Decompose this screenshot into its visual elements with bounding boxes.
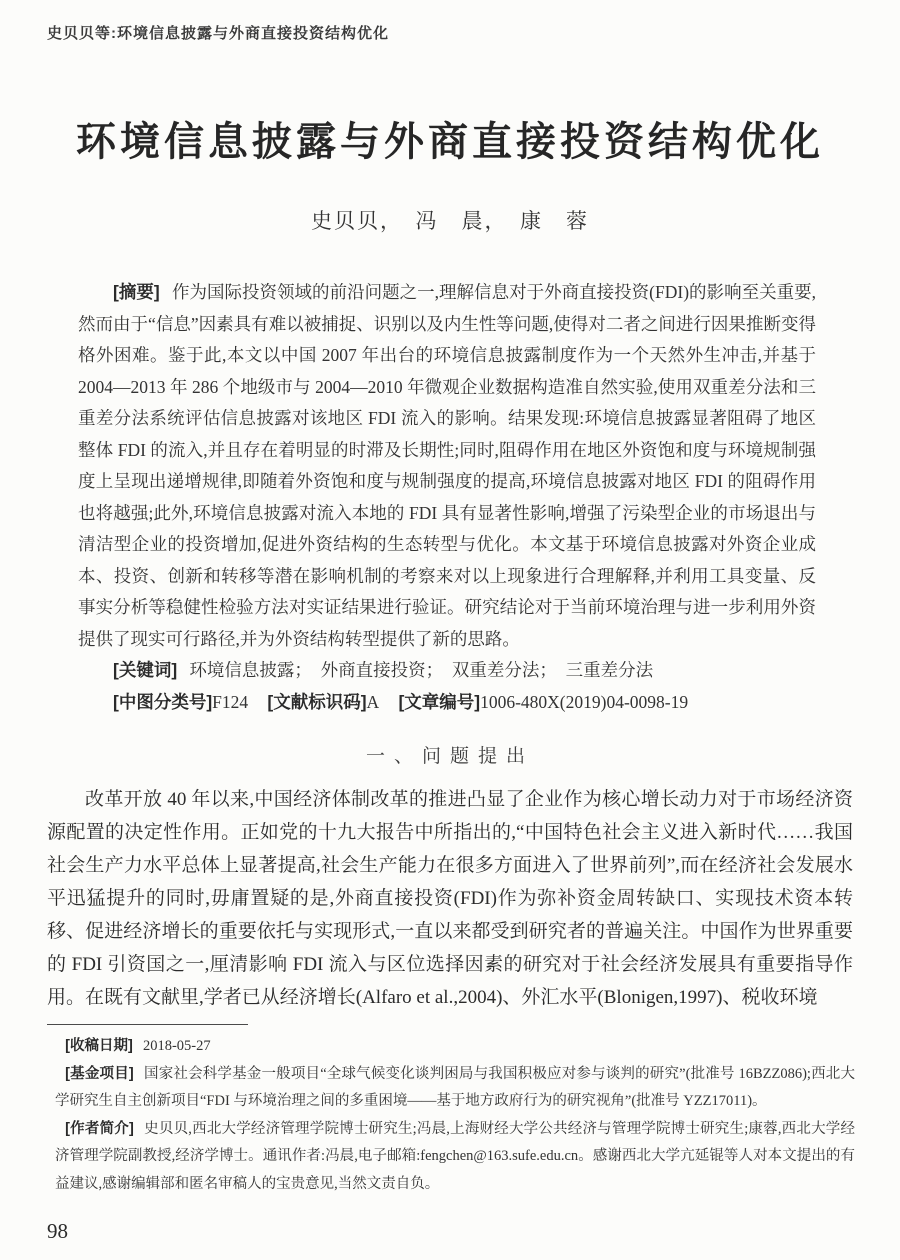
article-title: 环境信息披露与外商直接投资结构优化 (76, 119, 824, 164)
received-date-note (55, 1033, 855, 1061)
footnotes-block (55, 1033, 855, 1198)
funding-label: [基金项目] (65, 1065, 134, 1082)
clc-value: F124 (212, 691, 249, 712)
author-bio-text: 史贝贝,西北大学经济管理学院博士研究生;冯晨,上海财经大学公共经济与管理学院博士研究生;康蓉,西北大学经济管理学院副教授,经济学博士。通讯作者:冯晨,电子邮箱:fengchen@163.sufe.edu.cn。感谢西北大学亢延锟等人对本文提出的有益建议,感谢编辑部和匿名审稿人的宝贵意见,当然文责自负。 (55, 1120, 855, 1192)
doc-code-value: A (366, 691, 380, 712)
authors-line: 史贝贝， 冯 晨， 康 蓉 (311, 209, 589, 233)
abstract-text: 作为国际投资领域的前沿问题之一,理解信息对于外商直接投资(FDI)的影响至关重要,然而由于“信息”因素具有难以被捕捉、识别以及内生性等问题,使得对二者之间进行因果推断变得格外困难。鉴于此,本文以中国 2007 年出台的环境信息披露制度作为一个天然外生冲击,并基于 2004—2013 年 286 个地级市与 2004—2010 年微观企业数据构造准自然实验,使用双重差分法和三重差分法系统评估信息披露对该地区 FDI 流入的影响。结果发现:环境信息披露显著阻碍了地区整体 FDI 的流入,并且存在着明显的时滞及长期性;同时,阻碍作用在地区外资饱和度与环境规制强度上呈现出递增规律,即随着外资饱和度与规制强度的提高,环境信息披露对地区 FDI 的阻碍作用也将越强;此外,环境信息披露对流入本地的 FDI 具有显著性影响,增强了污染型企业的市场退出与清洁型企业的投资增加,促进外资结构的生态转型与优化。本文基于环境信息披露对外资企业成本、投资、创新和转移等潜在影响机制的考察来对以上现象进行合理解释,并利用工具变量、反事实分析等稳健性检验方法对实证结果进行验证。研究结论对于当前环境治理与进一步利用外资提供了现实可行路径,并为外资结构转型提供了新的思路。 (78, 282, 817, 649)
page-number: 98 (47, 1219, 68, 1243)
abstract-block (78, 277, 816, 718)
funding-text: 国家社会科学基金一般项目“全球气候变化谈判困局与我国积极应对参与谈判的研究”(批准号 16BZZ086);西北大学研究生自主创新项目“FDI 与环境治理之间的多重困境——基于地方政府行为的研究视角”(批准号 YZZ17011)。 (55, 1065, 855, 1109)
received-date-value: 2018-05-27 (142, 1038, 211, 1054)
author-bio-label: [作者简介] (65, 1120, 134, 1137)
article-id-label: [文章编号] (398, 691, 481, 712)
author-bio-note (55, 1116, 855, 1199)
footnote-divider (47, 1024, 248, 1025)
keywords-line (78, 655, 816, 687)
abstract-paragraph (78, 277, 816, 655)
body-paragraph: 改革开放 40 年以来,中国经济体制改革的推进凸显了企业作为核心增长动力对于市场经济资源配置的决定性作用。正如党的十九大报告中所指出的,“中国特色社会主义进入新时代……我国社会生产力水平总体上显著提高,社会生产能力在很多方面进入了世界前列”,而在经济社会发展水平迅猛提升的同时,毋庸置疑的是,外商直接投资(FDI)作为弥补资金周转缺口、实现技术资本转移、促进经济增长的重要依托与实现形式,一直以来都受到研究者的普遍关注。中国作为世界重要的 FDI 引资国之一,厘清影响 FDI 流入与区位选择因素的研究对于社会经济发展具有重要指导作用。在既有文献里,学者已从经济增长(Alfaro et al.,2004)、外汇水平(Blonigen,1997)、税收环境 (47, 789, 853, 1008)
clc-label: [中图分类号] (113, 691, 213, 712)
classification-line (78, 687, 816, 719)
article-id-value: 1006-480X(2019)04-0098-19 (480, 691, 689, 712)
funding-note (55, 1061, 855, 1116)
abstract-label: [摘要] (113, 282, 160, 302)
keywords-label: [关键词] (113, 660, 178, 680)
section-heading: 一、问题提出 (365, 746, 534, 767)
keywords-text: 环境信息披露； 外商直接投资； 双重差分法； 三重差分法 (189, 660, 654, 680)
running-header: 史贝贝等:环境信息披露与外商直接投资结构优化 (47, 25, 389, 42)
received-date-label: [收稿日期] (65, 1038, 133, 1054)
doc-code-label: [文献标识码] (267, 691, 367, 712)
